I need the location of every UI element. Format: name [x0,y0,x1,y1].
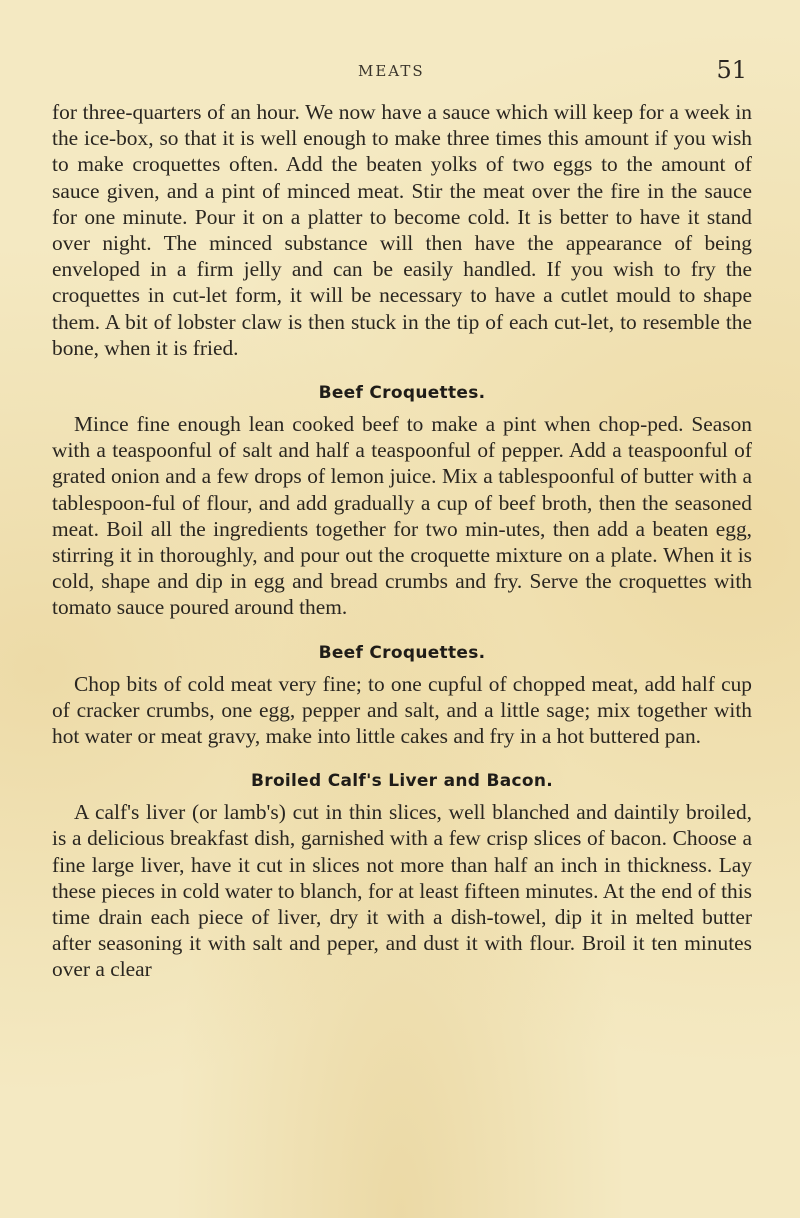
paragraph-beef-croquettes-1: Mince fine enough lean cooked beef to make a pint when chop-ped. Season with a teaspoonful of salt and half a teaspoonful of pepper. Add a teaspoonful of grated onion and a few drops of lemon juice. Mix a tablespoonful of butter with a tablespoon-ful of flour, and add gradually a cup of beef broth, then the seasoned meat. Boil all the ingredients together for two min-utes, then add a beaten egg, stirring it in thoroughly, and pour out the croquette mixture on a plate. When it is cold, shape and dip in egg and bread crumbs and fry. Serve the croquettes with tomato sauce poured around them. [52,412,752,620]
page-body [52,99,752,983]
running-head: MEATS [358,62,425,80]
page-number: 51 [716,56,747,84]
continued-paragraph: for three-quarters of an hour. We now have a sauce which will keep for a week in the ice-box, so that it is well enough to make three times this amount if you wish to make croquettes often. Add the beaten yolks of two eggs to the amount of sauce given, and a pint of minced meat. Stir the meat over the fire in the sauce for one minute. Pour it on a platter to become cold. It is better to have it stand over night. The minced substance will then have the appearance of being enveloped in a firm jelly and can be easily handled. If you wish to fry the croquettes in cut-let form, it will be necessary to have a cutlet mould to shape them. A bit of lobster claw is then stuck in the tip of each cut-let, to resemble the bone, when it is fried. [52,100,752,360]
section-heading-beef-croquettes-2: Beef Croquettes. [318,642,486,663]
section-heading-beef-croquettes-1: Beef Croquettes. [318,383,486,404]
paragraph-broiled-calfs-liver: A calf's liver (or lamb's) cut in thin slices, well blanched and daintily broiled, is a delicious breakfast dish, garnished with a few crisp slices of bacon. Choose a fine large liver, have it cut in slices not more than half an inch in thickness. Lay these pieces in cold water to blanch, for at least fifteen minutes. At the end of this time drain each piece of liver, dry it with a dish-towel, dip it in melted butter after seasoning it with salt and peper, and dust it with flour. Broil it ten minutes over a clear [52,800,752,982]
section-heading-broiled-calfs-liver: Broiled Calf's Liver and Bacon. [251,771,553,792]
page-header [0,56,800,90]
paragraph-beef-croquettes-2: Chop bits of cold meat very fine; to one cupful of chopped meat, add half cup of cracker crumbs, one egg, pepper and salt, and a little sage; mix together with hot water or meat gravy, make into little cakes and fry in a hot buttered pan. [52,671,752,749]
